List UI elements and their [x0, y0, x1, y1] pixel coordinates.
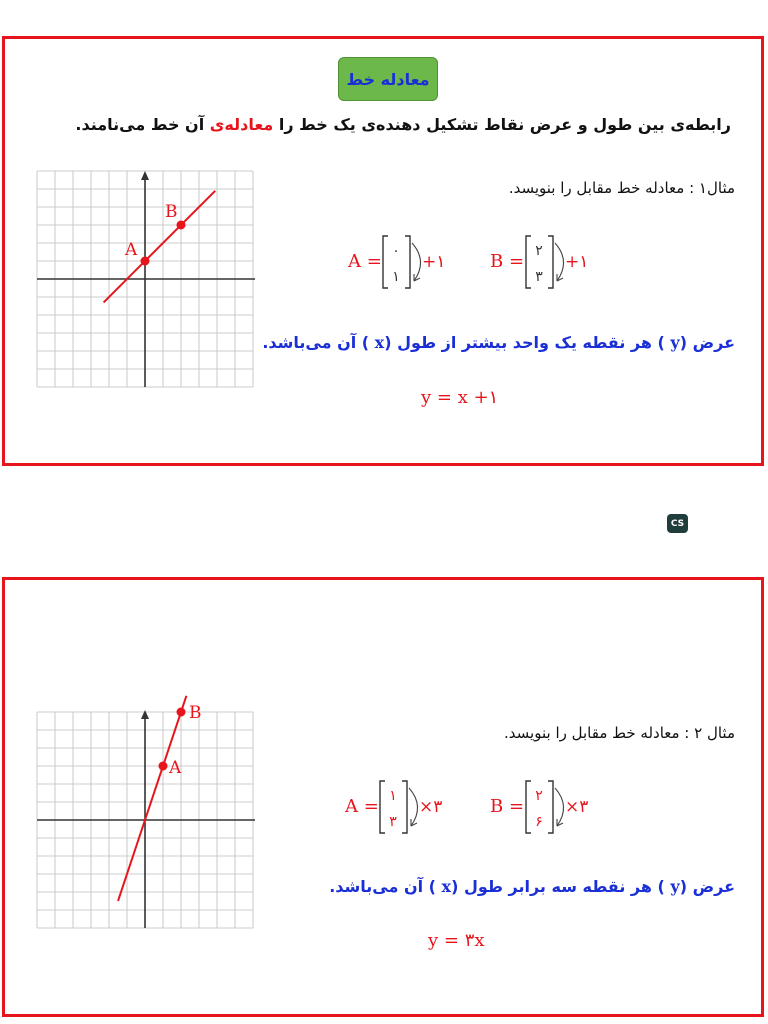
y-axis-arrow-icon: [141, 171, 149, 180]
point-a: [159, 762, 168, 771]
vector-a-y: ۳: [389, 814, 397, 830]
vector-b-op: ×۳: [565, 797, 589, 817]
example-1-equation: y = x +۱: [421, 387, 499, 408]
arrow-icon: [555, 788, 564, 826]
vector-b-op: +۱: [565, 252, 589, 272]
vector-a-label: A =: [345, 796, 379, 817]
vector-a-op: ×۳: [419, 797, 443, 817]
example-2-vectors: [345, 776, 605, 840]
example-1-title: مثال۱ : معادله خط مقابل را بنویسد.: [508, 179, 735, 197]
bracket-right: [402, 781, 407, 833]
bracket-left: [380, 781, 385, 833]
vector-b-x: ۲: [535, 243, 543, 259]
example-2-graph: [35, 690, 255, 944]
title-text: معادله خط: [346, 69, 430, 89]
example-1-vectors-svg: [348, 231, 608, 291]
example-2-vectors-svg: [345, 776, 605, 836]
y-axis-arrow-icon: [141, 710, 149, 719]
title-badge: [338, 57, 438, 101]
vector-a-label: A =: [348, 251, 382, 272]
point-b-label: B: [189, 703, 202, 723]
vector-a-y: ۱: [392, 269, 400, 285]
arrow-icon: [555, 243, 564, 281]
point-b: [177, 708, 186, 717]
arrow-icon: [409, 788, 418, 826]
point-b: [177, 221, 186, 230]
graph-line: [118, 696, 186, 901]
bracket-left: [383, 236, 388, 288]
vector-b-y: ۳: [535, 269, 543, 285]
vector-b-label: B =: [490, 251, 525, 272]
bracket-left: [526, 781, 531, 833]
definition-highlight: معادله‌ی: [209, 115, 274, 134]
bracket-right: [405, 236, 410, 288]
arrow-icon: [412, 243, 421, 281]
vector-b-label: B =: [490, 796, 525, 817]
vector-a-x: ۱: [389, 788, 397, 804]
definition-part-1: رابطه‌ی بین طول و عرض نقاط تشکیل دهنده‌ی یک خط را: [273, 115, 731, 134]
example-2-equation: y = ۳x: [428, 930, 485, 951]
definition-text: [75, 115, 731, 134]
definition-part-2: آن خط می‌نامند.: [75, 115, 210, 134]
bracket-left: [526, 236, 531, 288]
point-a: [141, 257, 150, 266]
coordinate-grid-1: [35, 169, 255, 391]
point-a-label: A: [125, 240, 138, 260]
example-1-vectors: [348, 231, 608, 295]
vector-a-x: ۰: [392, 243, 400, 259]
vector-a-op: +۱: [422, 252, 446, 272]
bracket-right: [548, 236, 553, 288]
graph-line: [104, 191, 216, 303]
vector-b-x: ۲: [535, 788, 543, 804]
bracket-right: [548, 781, 553, 833]
example-1-graph: [35, 169, 255, 395]
vector-b-y: ۶: [535, 814, 543, 830]
example-2-statement: عرض (y ) هر نقطه سه برابر طول (x ) آن می‌باشد.: [329, 877, 735, 896]
point-b-label: B: [165, 202, 178, 222]
coordinate-grid-2: [35, 690, 255, 940]
camscanner-logo: CS: [667, 514, 688, 533]
point-a-label: A: [169, 758, 182, 778]
example-2-card: [2, 577, 764, 1017]
example-1-statement: عرض (y ) هر نقطه یک واحد بیشتر از طول (x ) آن می‌باشد.: [262, 333, 735, 352]
example-1-card: [2, 36, 764, 466]
example-2-title: مثال ۲ : معادله خط مقابل را بنویسد.: [504, 724, 735, 742]
